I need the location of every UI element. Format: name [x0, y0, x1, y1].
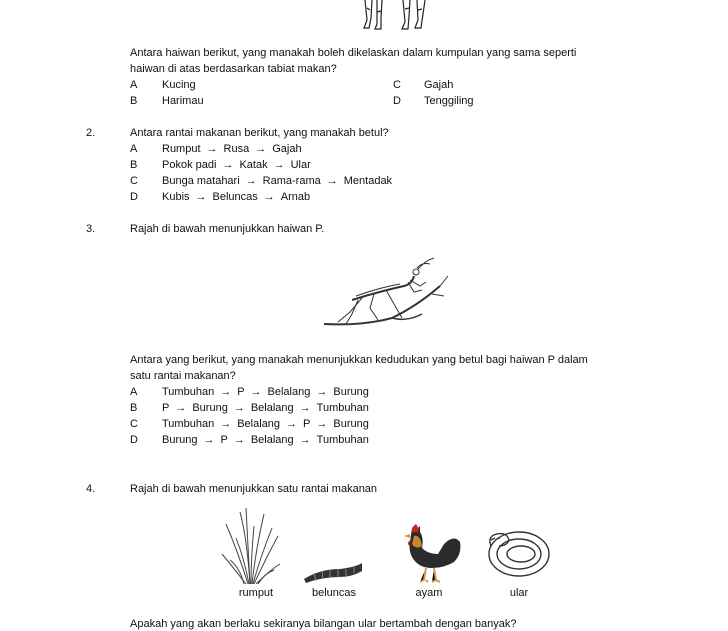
food-chain — [162, 190, 310, 204]
q1-option-a[interactable] — [130, 78, 196, 92]
arrow-right-icon: → — [255, 143, 267, 155]
q1-option-c[interactable] — [393, 78, 454, 92]
caption-beluncas: beluncas — [311, 587, 357, 599]
praying-mantis-figure — [322, 256, 452, 332]
arrow-right-icon: → — [175, 402, 187, 414]
food-chain — [162, 401, 369, 415]
q3-stem2-line2: satu rantai makanan? — [130, 370, 236, 382]
arrow-right-icon: → — [222, 159, 234, 171]
chain-item: Beluncas — [212, 191, 258, 203]
chain-item: Bunga matahari — [162, 175, 240, 187]
snake-figure — [483, 524, 553, 580]
chain-item: Tumbuhan — [316, 402, 369, 414]
option-letter: D — [130, 191, 138, 203]
arrow-right-icon: → — [206, 143, 218, 155]
arrow-right-icon: → — [245, 175, 257, 187]
chain-item: P — [220, 434, 228, 446]
arrow-right-icon: → — [273, 159, 285, 171]
rooster-figure — [398, 524, 464, 584]
q1-stem-line2: haiwan di atas berdasarkan tabiat makan? — [130, 63, 337, 75]
food-chain — [162, 142, 302, 156]
option-letter: A — [130, 143, 138, 155]
q3-stem: Rajah di bawah menunjukkan haiwan P. — [130, 223, 325, 235]
option-text: Harimau — [162, 95, 204, 107]
arrow-right-icon: → — [220, 418, 232, 430]
food-chain — [162, 417, 369, 431]
food-chain — [162, 433, 369, 447]
chain-item: Burung — [192, 402, 228, 414]
arrow-right-icon: → — [233, 434, 245, 446]
option-text: Kucing — [162, 79, 196, 91]
option-letter: C — [130, 418, 138, 430]
caterpillar-figure — [300, 561, 364, 583]
chain-item: Rama-rama — [262, 175, 321, 187]
arrow-right-icon: → — [263, 191, 275, 203]
option-text: Tenggiling — [424, 95, 474, 107]
chain-item: Mentadak — [343, 175, 393, 187]
caption-ular: ular — [509, 587, 529, 599]
q4-question: Apakah yang akan berlaku sekiranya bilangan ular bertambah dengan banyak? — [130, 618, 517, 630]
chain-item: Belalang — [267, 386, 311, 398]
chain-item: P — [237, 386, 245, 398]
arrow-right-icon: → — [220, 386, 232, 398]
q2-number: 2. — [86, 127, 96, 139]
option-text: Gajah — [424, 79, 454, 91]
arrow-right-icon: → — [299, 402, 311, 414]
option-letter: D — [130, 434, 138, 446]
chain-item: Katak — [239, 159, 268, 171]
grass-figure — [220, 508, 282, 584]
giraffe-legs-figure — [355, 0, 445, 32]
caption-ayam: ayam — [415, 587, 443, 599]
q4-number: 4. — [86, 483, 96, 495]
chain-item: Tumbuhan — [316, 434, 369, 446]
chain-item: Arnab — [280, 191, 311, 203]
option-letter: B — [130, 95, 138, 107]
caption-rumput: rumput — [238, 587, 274, 599]
option-letter: B — [130, 159, 138, 171]
chain-item: Belalang — [250, 402, 294, 414]
chain-item: Belalang — [237, 418, 281, 430]
q2-stem: Antara rantai makanan berikut, yang manakah betul? — [130, 127, 389, 139]
chain-item: Rumput — [162, 143, 201, 155]
arrow-right-icon: → — [250, 386, 262, 398]
chain-item: Burung — [333, 418, 369, 430]
arrow-right-icon: → — [286, 418, 298, 430]
arrow-right-icon: → — [316, 418, 328, 430]
chain-item: Ular — [290, 159, 311, 171]
arrow-right-icon: → — [233, 402, 245, 414]
q1-stem-line1: Antara haiwan berikut, yang manakah boleh dikelaskan dalam kumpulan yang sama seperti — [130, 47, 577, 59]
chain-item: Kubis — [162, 191, 190, 203]
option-letter: C — [393, 79, 401, 91]
chain-item: Belalang — [250, 434, 294, 446]
arrow-right-icon: → — [203, 434, 215, 446]
food-chain — [162, 385, 369, 399]
chain-item: Tumbuhan — [162, 386, 215, 398]
chain-item: P — [162, 402, 170, 414]
chain-item: Burung — [333, 386, 369, 398]
option-letter: C — [130, 175, 138, 187]
q1-option-d[interactable] — [393, 94, 474, 108]
arrow-right-icon: → — [299, 434, 311, 446]
chain-item: Gajah — [272, 143, 302, 155]
q1-option-b[interactable] — [130, 94, 204, 108]
option-letter: D — [393, 95, 401, 107]
food-chain — [162, 174, 392, 188]
chain-item: P — [303, 418, 311, 430]
option-letter: A — [130, 386, 138, 398]
arrow-right-icon: → — [316, 386, 328, 398]
q4-stem: Rajah di bawah menunjukkan satu rantai makanan — [130, 483, 378, 495]
option-letter: A — [130, 79, 138, 91]
food-chain — [162, 158, 311, 172]
arrow-right-icon: → — [195, 191, 207, 203]
chain-item: Rusa — [223, 143, 250, 155]
q3-stem2-line1: Antara yang berikut, yang manakah menunjukkan kedudukan yang betul bagi haiwan P dalam — [130, 354, 588, 366]
option-letter: B — [130, 402, 138, 414]
arrow-right-icon: → — [326, 175, 338, 187]
chain-item: Tumbuhan — [162, 418, 215, 430]
chain-item: Pokok padi — [162, 159, 217, 171]
chain-item: Burung — [162, 434, 198, 446]
q3-number: 3. — [86, 223, 96, 235]
